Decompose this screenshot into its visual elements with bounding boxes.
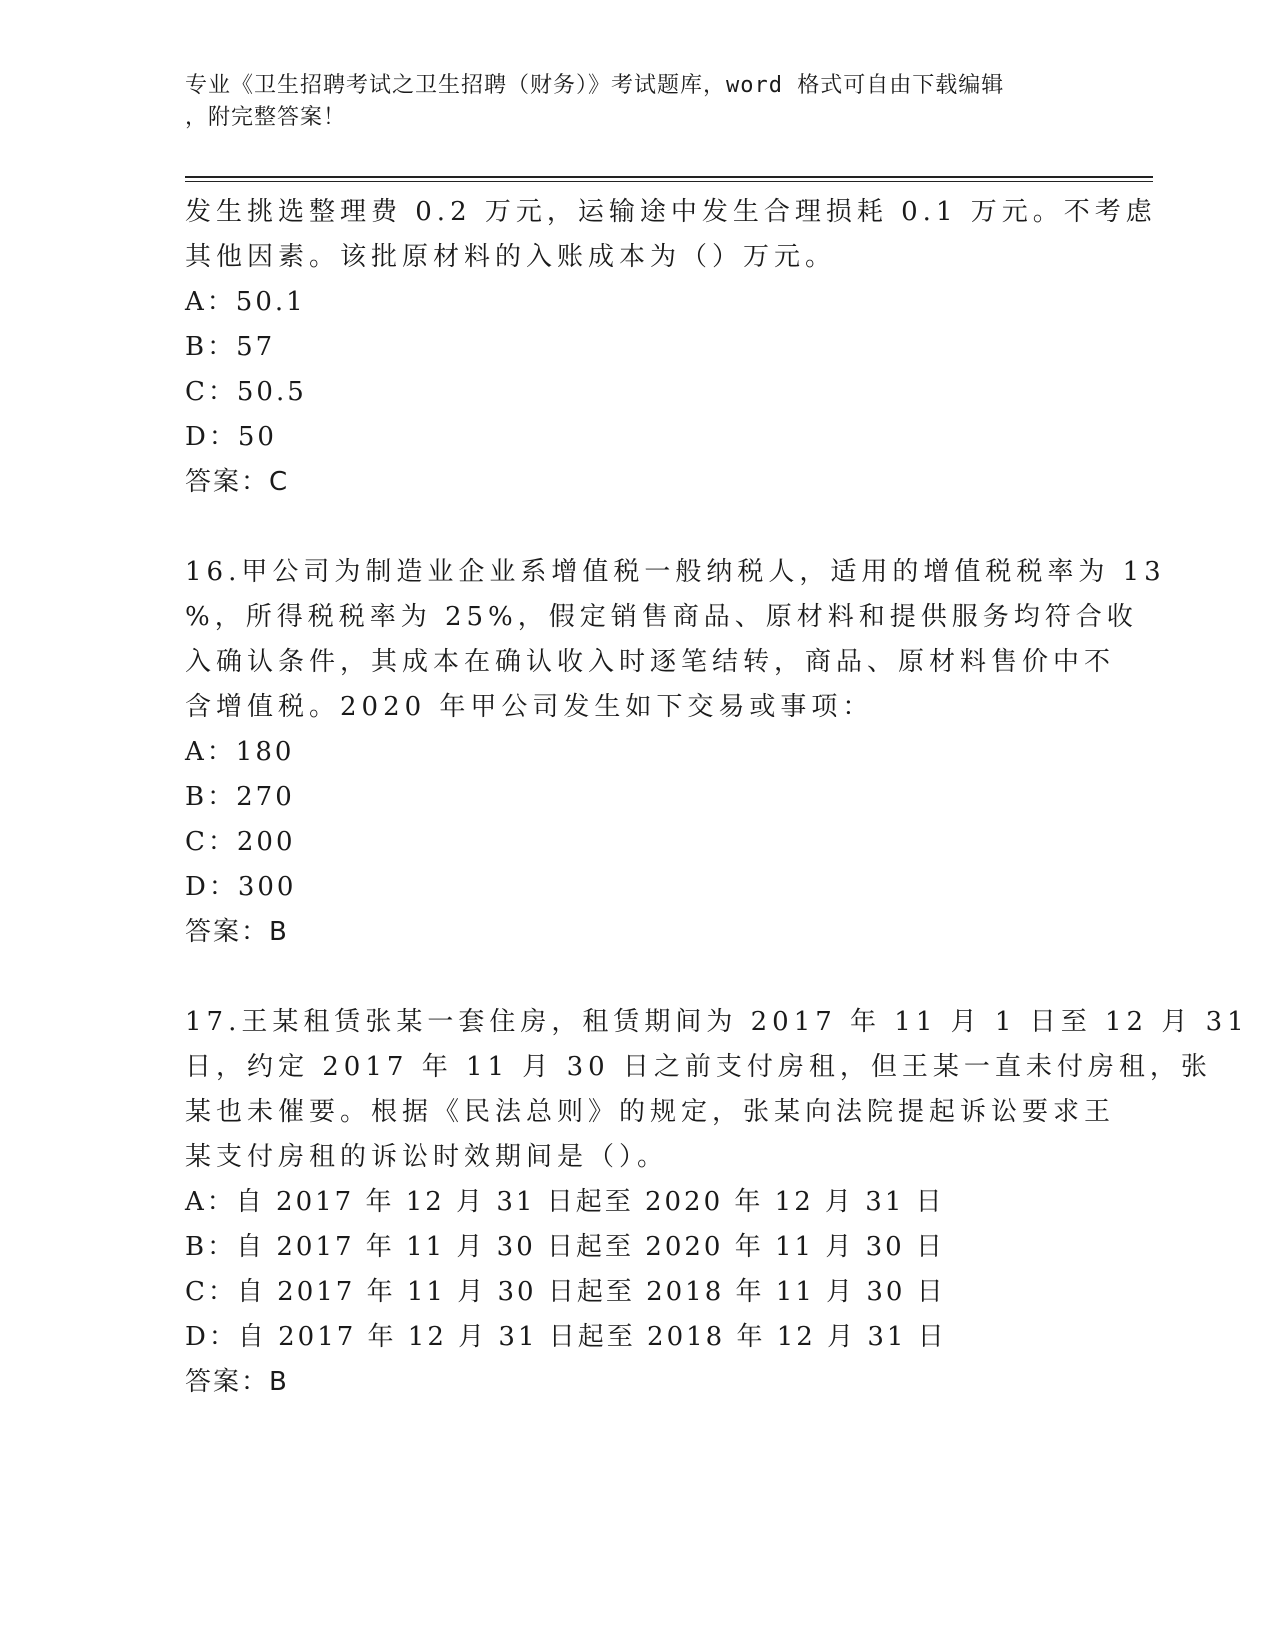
- option-c: C：200: [185, 827, 296, 857]
- question-stem-line: 其他因素。该批原材料的入账成本为（）万元。: [185, 242, 837, 272]
- document-header: [185, 70, 1065, 134]
- question-stem-line: 入确认条件，其成本在确认收入时逐笔结转，商品、原材料售价中不: [185, 647, 1116, 677]
- option-d: D：300: [185, 872, 297, 902]
- question-stem-line: 17.王某租赁张某一套住房，租赁期间为 2017 年 11 月 1 日至 12 月 31: [185, 1007, 1249, 1037]
- option-b: B：270: [185, 782, 295, 812]
- spacer: [185, 955, 1090, 1000]
- question-stem-line: 含增值税。2020 年甲公司发生如下交易或事项：: [185, 692, 874, 722]
- header-title-line-2: ，附完整答案！: [185, 105, 347, 130]
- question-16: [185, 550, 1166, 955]
- question-stem-line: 某支付房租的诉讼时效期间是（）。: [185, 1142, 669, 1172]
- option-c: C：50.5: [185, 377, 307, 407]
- question-stem-line: %，所得税税率为 25%，假定销售商品、原材料和提供服务均符合收: [185, 602, 1138, 632]
- option-a: A：自 2017 年 12 月 31 日起至 2020 年 12 月 31 日: [185, 1187, 945, 1217]
- question-stem-line: 发生挑选整理费 0.2 万元，运输途中发生合理损耗 0.1 万元。不考虑: [185, 197, 1157, 227]
- option-d: D：自 2017 年 12 月 31 日起至 2018 年 12 月 31 日: [185, 1322, 947, 1352]
- question-stem-line: 16.甲公司为制造业企业系增值税一般纳税人，适用的增值税税率为 13: [185, 557, 1166, 587]
- question-stem-line: 日，约定 2017 年 11 月 30 日之前支付房租，但王某一直未付房租，张: [185, 1052, 1212, 1082]
- answer-line: 答案：B: [185, 917, 289, 947]
- header-title-line-1: 专业《卫生招聘考试之卫生招聘（财务）》考试题库，word 格式可自由下载编辑: [185, 73, 1005, 98]
- option-c: C：自 2017 年 11 月 30 日起至 2018 年 11 月 30 日: [185, 1277, 946, 1307]
- option-d: D：50: [185, 422, 277, 452]
- option-b: B：57: [185, 332, 276, 362]
- option-b: B：自 2017 年 11 月 30 日起至 2020 年 11 月 30 日: [185, 1232, 945, 1262]
- question-17: [185, 1000, 1249, 1405]
- answer-line: 答案：C: [185, 467, 290, 497]
- option-a: A：180: [185, 737, 295, 767]
- header-divider: [185, 176, 1153, 178]
- question-15: [185, 190, 1157, 505]
- header-divider-thin: [185, 181, 1153, 182]
- spacer: [185, 505, 1090, 550]
- option-a: A：50.1: [185, 287, 306, 317]
- question-stem-line: 某也未催要。根据《民法总则》的规定，张某向法院提起诉讼要求王: [185, 1097, 1116, 1127]
- answer-line: 答案：B: [185, 1367, 289, 1397]
- question-list: [185, 190, 1249, 1405]
